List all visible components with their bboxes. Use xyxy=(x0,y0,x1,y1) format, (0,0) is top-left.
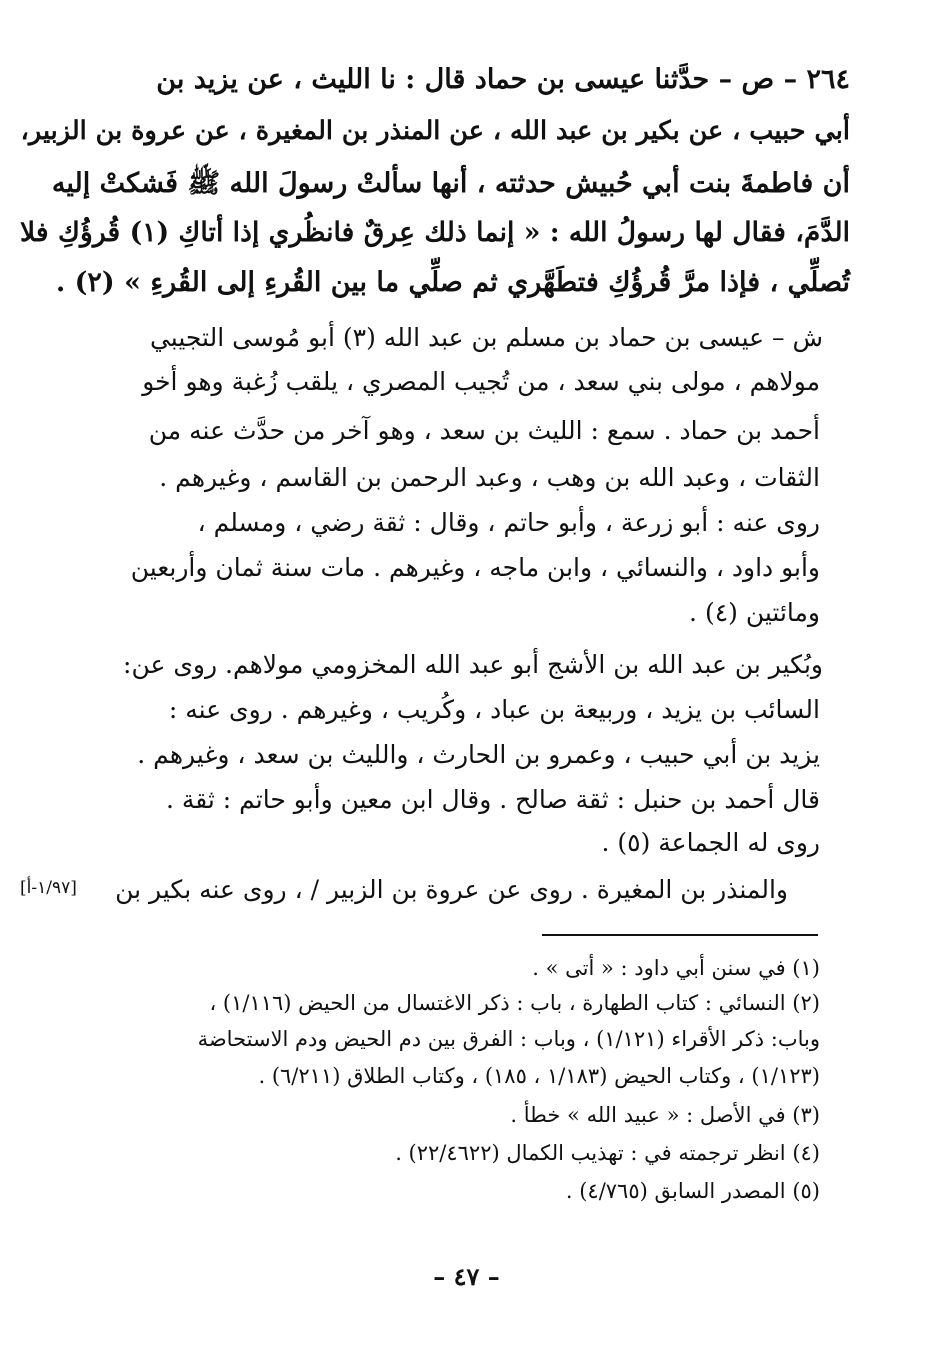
hadith-line: الدَّمَ، فقال لها رسولُ الله : « إنما ذلك عِرقٌ فانظُري إذا أتاكِ (١) قُرؤُكِ فلا xyxy=(20,217,850,248)
hadith-line: أن فاطمةَ بنت أبي حُبيش حدثته ، أنها سألتْ رسولَ الله ﷺ فَشكتْ إليه xyxy=(51,168,850,199)
commentary-line: والمنذر بن المغيرة . روى عن عروة بن الزبير / ، روى عنه بكير بن xyxy=(115,875,788,904)
commentary-line: روى له الجماعة (٥) . xyxy=(601,828,820,857)
footnote-line: وباب: ذكر الأقراء (١/١٢١) ، وباب : الفرق بين دم الحيض ودم الاستحاضة xyxy=(197,1027,820,1051)
commentary-line: ومائتين (٤) . xyxy=(689,598,820,627)
commentary-line: أحمد بن حماد . سمع : الليث بن سعد ، وهو آخر من حدَّث عنه من xyxy=(148,416,820,445)
footnote-line: (٣) في الأصل : « عبيد الله » خطأ . xyxy=(510,1103,820,1127)
hadith-line: أبي حبيب ، عن بكير بن عبد الله ، عن المنذر بن المغيرة ، عن عروة بن الزبير، xyxy=(20,116,850,146)
commentary-line: يزيد بن أبي حبيب ، وعمرو بن الحارث ، والليث بن سعد ، وغيرهم . xyxy=(137,740,820,769)
commentary-line: السائب بن يزيد ، وربيعة بن عباد ، وكُريب ، وغيرهم . روى عنه : xyxy=(168,695,820,724)
footnote-line: (٤) انظر ترجمته في : تهذيب الكمال (٢٢/٤٦٢٢) . xyxy=(395,1141,820,1165)
footnote-line: (١/١٢٣) ، وكتاب الحيض (١/١٨٣ ، ١٨٥) ، وكتاب الطلاق (٦/٢١١) . xyxy=(258,1064,820,1088)
commentary-line: قال أحمد بن حنبل : ثقة صالح . وقال ابن معين وأبو حاتم : ثقة . xyxy=(165,785,820,814)
commentary-line: مولاهم ، مولى بني سعد ، من تُجيب المصري ، يلقب زُغبة وهو أخو xyxy=(142,367,820,396)
footnote-line: (٢) النسائي : كتاب الطهارة ، باب : ذكر الاغتسال من الحيض (١/١١٦) ، xyxy=(209,991,820,1015)
hadith-line: ٢٦٤ – ص – حدَّثنا عيسى بن حماد قال : نا الليث ، عن يزيد بن xyxy=(156,64,850,95)
commentary-line: روى عنه : أبو زرعة ، وأبو حاتم ، وقال : ثقة رضي ، ومسلم ، xyxy=(197,508,820,537)
footnote-line: (١) في سنن أبي داود : « أتى » . xyxy=(532,956,820,980)
commentary-line: الثقات ، وعبد الله بن وهب ، وعبد الرحمن بن القاسم ، وغيرهم . xyxy=(159,463,820,492)
footnote-line: (٥) المصدر السابق (٤/٧٦٥) . xyxy=(565,1179,820,1203)
margin-reference: [١/٩٧-أ] xyxy=(20,878,77,898)
commentary-line: وأبو داود ، والنسائي ، وابن ماجه ، وغيرهم . مات سنة ثمان وأربعين xyxy=(130,553,820,582)
page-number: – ٤٧ – xyxy=(433,1262,500,1291)
commentary-line: وبُكير بن عبد الله بن الأشج أبو عبد الله المخزومي مولاهم. روى عن: xyxy=(123,650,823,679)
hadith-line: تُصلِّي ، فإذا مرَّ قُرؤُكِ فتطَهَّري ثم صلِّي ما بين القُرءِ إلى القُرءِ » (٢) . xyxy=(55,267,850,298)
commentary-line: ش – عيسى بن حماد بن مسلم بن عبد الله (٣) أبو مُوسى التجيبي xyxy=(149,323,823,352)
